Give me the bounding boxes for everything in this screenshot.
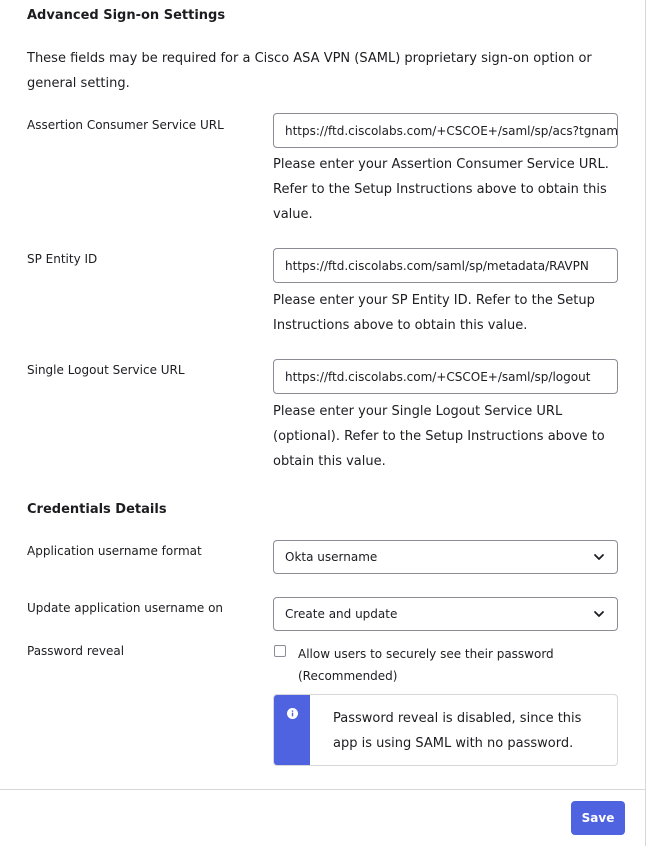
credentials-title: Credentials Details: [27, 502, 167, 517]
logout-url-input[interactable]: [273, 359, 618, 394]
advanced-settings-intro: These fields may be required for a Cisco ASA VPN (SAML) proprietary sign-on option or general setting.: [27, 51, 592, 91]
chevron-down-icon: [593, 552, 605, 562]
username-format-select[interactable]: [273, 540, 618, 574]
acs-url-label: Assertion Consumer Service URL: [27, 118, 224, 132]
logout-url-help: Please enter your Single Logout Service URL (optional). Refer to the Setup Instructions above to obtain this value.: [273, 404, 605, 469]
acs-url-input[interactable]: [273, 113, 618, 148]
update-on-value: Create and update: [285, 607, 398, 621]
password-reveal-checkbox-label[interactable]: Allow users to securely see their password (Recommended): [298, 647, 554, 683]
password-reveal-callout: [273, 694, 618, 766]
password-reveal-checkbox[interactable]: [274, 645, 286, 657]
callout-accent-bar: [274, 695, 310, 765]
footer-divider: [0, 789, 646, 790]
callout-message: Password reveal is disabled, since this app is using SAML with no password.: [333, 711, 582, 751]
logout-url-label: Single Logout Service URL: [27, 363, 185, 377]
acs-url-help: Please enter your Assertion Consumer Service URL. Refer to the Setup Instructions above to obtain this value.: [273, 157, 609, 222]
username-format-value: Okta username: [285, 550, 378, 564]
sp-entity-id-label: SP Entity ID: [27, 252, 98, 266]
save-button[interactable]: Save: [571, 801, 625, 835]
sp-entity-id-input[interactable]: [273, 248, 618, 283]
username-format-label: Application username format: [27, 544, 202, 558]
password-reveal-label: Password reveal: [27, 644, 125, 658]
advanced-settings-title: Advanced Sign-on Settings: [27, 8, 226, 23]
update-on-select[interactable]: [273, 597, 618, 631]
info-icon: [287, 708, 298, 719]
sp-entity-id-help: Please enter your SP Entity ID. Refer to the Setup Instructions above to obtain this value.: [273, 293, 595, 333]
chevron-down-icon: [593, 609, 605, 619]
update-on-label: Update application username on: [27, 601, 224, 615]
